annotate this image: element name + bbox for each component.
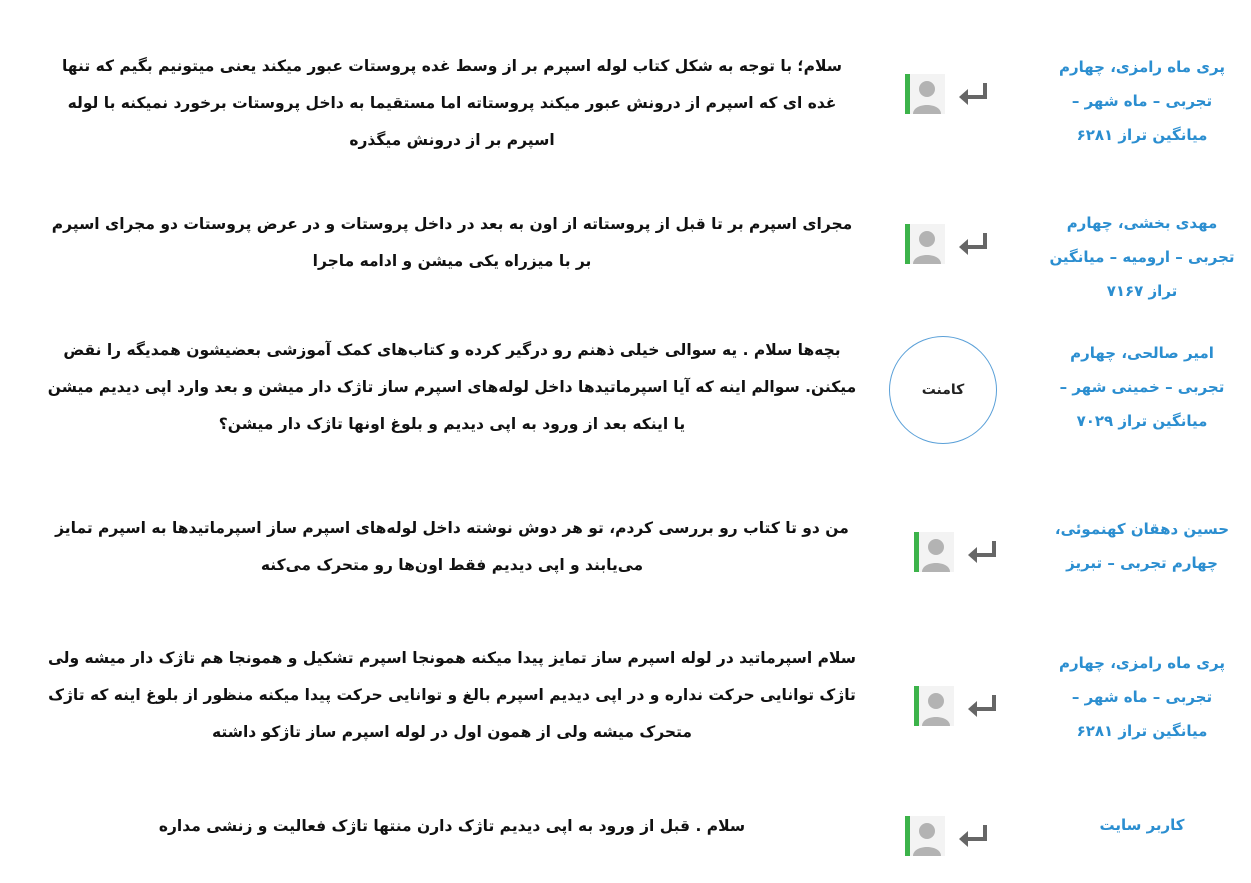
comment-actions — [903, 814, 993, 858]
comment-actions — [912, 684, 1002, 728]
user-avatar-icon — [903, 222, 947, 266]
reply-arrow-icon[interactable] — [964, 687, 1002, 725]
comment-text: مجرای اسپرم بر تا قبل از پروستاته از اون به بعد در داخل پروستات و در عرض پروستات دو مجرای اسپرم بر با میزراه یکی میشن و ادامه ماجرا — [51, 215, 853, 270]
reply-arrow-icon[interactable] — [955, 225, 993, 263]
comment-author[interactable]: پری ماه رامزی، چهارم تجربی – ماه شهر – میانگین تراز ۶۲۸۱ — [1059, 654, 1225, 740]
reply-arrow-icon[interactable] — [964, 533, 1002, 571]
comment-actions — [903, 72, 993, 116]
comment-text: سلام؛ با توجه به شکل کتاب لوله اسپرم بر از وسط غده پروستات عبور میکند یعنی میتونیم بگیم که تنها غده ای که اسپرم از درونش عبور میکند پروستاته اما مستقیما به داخل پروستات برخورد نمیکنه با لوله اسپرم بر از درونش میگذره — [61, 57, 843, 149]
reply-arrow-icon[interactable] — [955, 817, 993, 855]
comment-text: بچه‌ها سلام . یه سوالی خیلی ذهنم رو درگیر کرده و کتاب‌های کمک آموزشی بعضیشون همدیگه را نقض میکنن. سوالم اینه که آیا اسپرماتیدها داخل لوله‌های اسپرم ساز تاژک دار میشن و بعد وارد اپی دیدیم میشن یا اینکه بعد از ورود به اپی دیدیم و بلوغ اونها تاژک دار میشن؟ — [47, 341, 857, 433]
user-avatar-icon — [912, 684, 956, 728]
comment-author[interactable]: امیر صالحی، چهارم تجربی – خمینی شهر – میانگین تراز ۷۰۲۹ — [1059, 344, 1225, 430]
comment-author[interactable]: حسین دهقان کهنموئی، چهارم تجربی – تبریز — [1054, 520, 1230, 572]
user-avatar-icon — [903, 814, 947, 858]
comment-actions — [903, 222, 993, 266]
user-avatar-icon — [912, 530, 956, 574]
user-avatar-icon — [903, 72, 947, 116]
comment-text: سلام . قبل از ورود به اپی دیدیم تاژک دارن منتها تاژک فعالیت و زنشی مداره — [158, 817, 746, 835]
comment-text: من دو تا کتاب رو بررسی کردم، تو هر دوش نوشته داخل لوله‌های اسپرم ساز اسپرماتیدها به اسپرم تمایز می‌یابند و اپی دیدیم فقط اون‌ها رو متحرک می‌کنه — [55, 519, 849, 574]
comment-author[interactable]: پری ماه رامزی، چهارم تجربی – ماه شهر – میانگین تراز ۶۲۸۱ — [1059, 58, 1225, 144]
comment-actions — [912, 530, 1002, 574]
reply-arrow-icon[interactable] — [955, 75, 993, 113]
comment-author[interactable]: کاربر سایت — [1099, 816, 1185, 834]
comment-text: سلام اسپرماتید در لوله اسپرم ساز تمایز پیدا میکنه همونجا اسپرم تشکیل و همونجا هم تاژک دار میشه ولی تاژک توانایی حرکت نداره و در اپی دیدیم اسپرم بالغ و توانایی حرکت پیدا میکنه منظور از بلوغ اینه که تاژک متحرک میشه ولی از همون اول در لوله اسپرم ساز تاژکو داشته — [47, 649, 856, 741]
comment-button[interactable]: کامنت — [889, 336, 997, 444]
comment-author[interactable]: مهدی بخشی، چهارم تجربی – ارومیه – میانگین تراز ۷۱۶۷ — [1049, 214, 1235, 300]
